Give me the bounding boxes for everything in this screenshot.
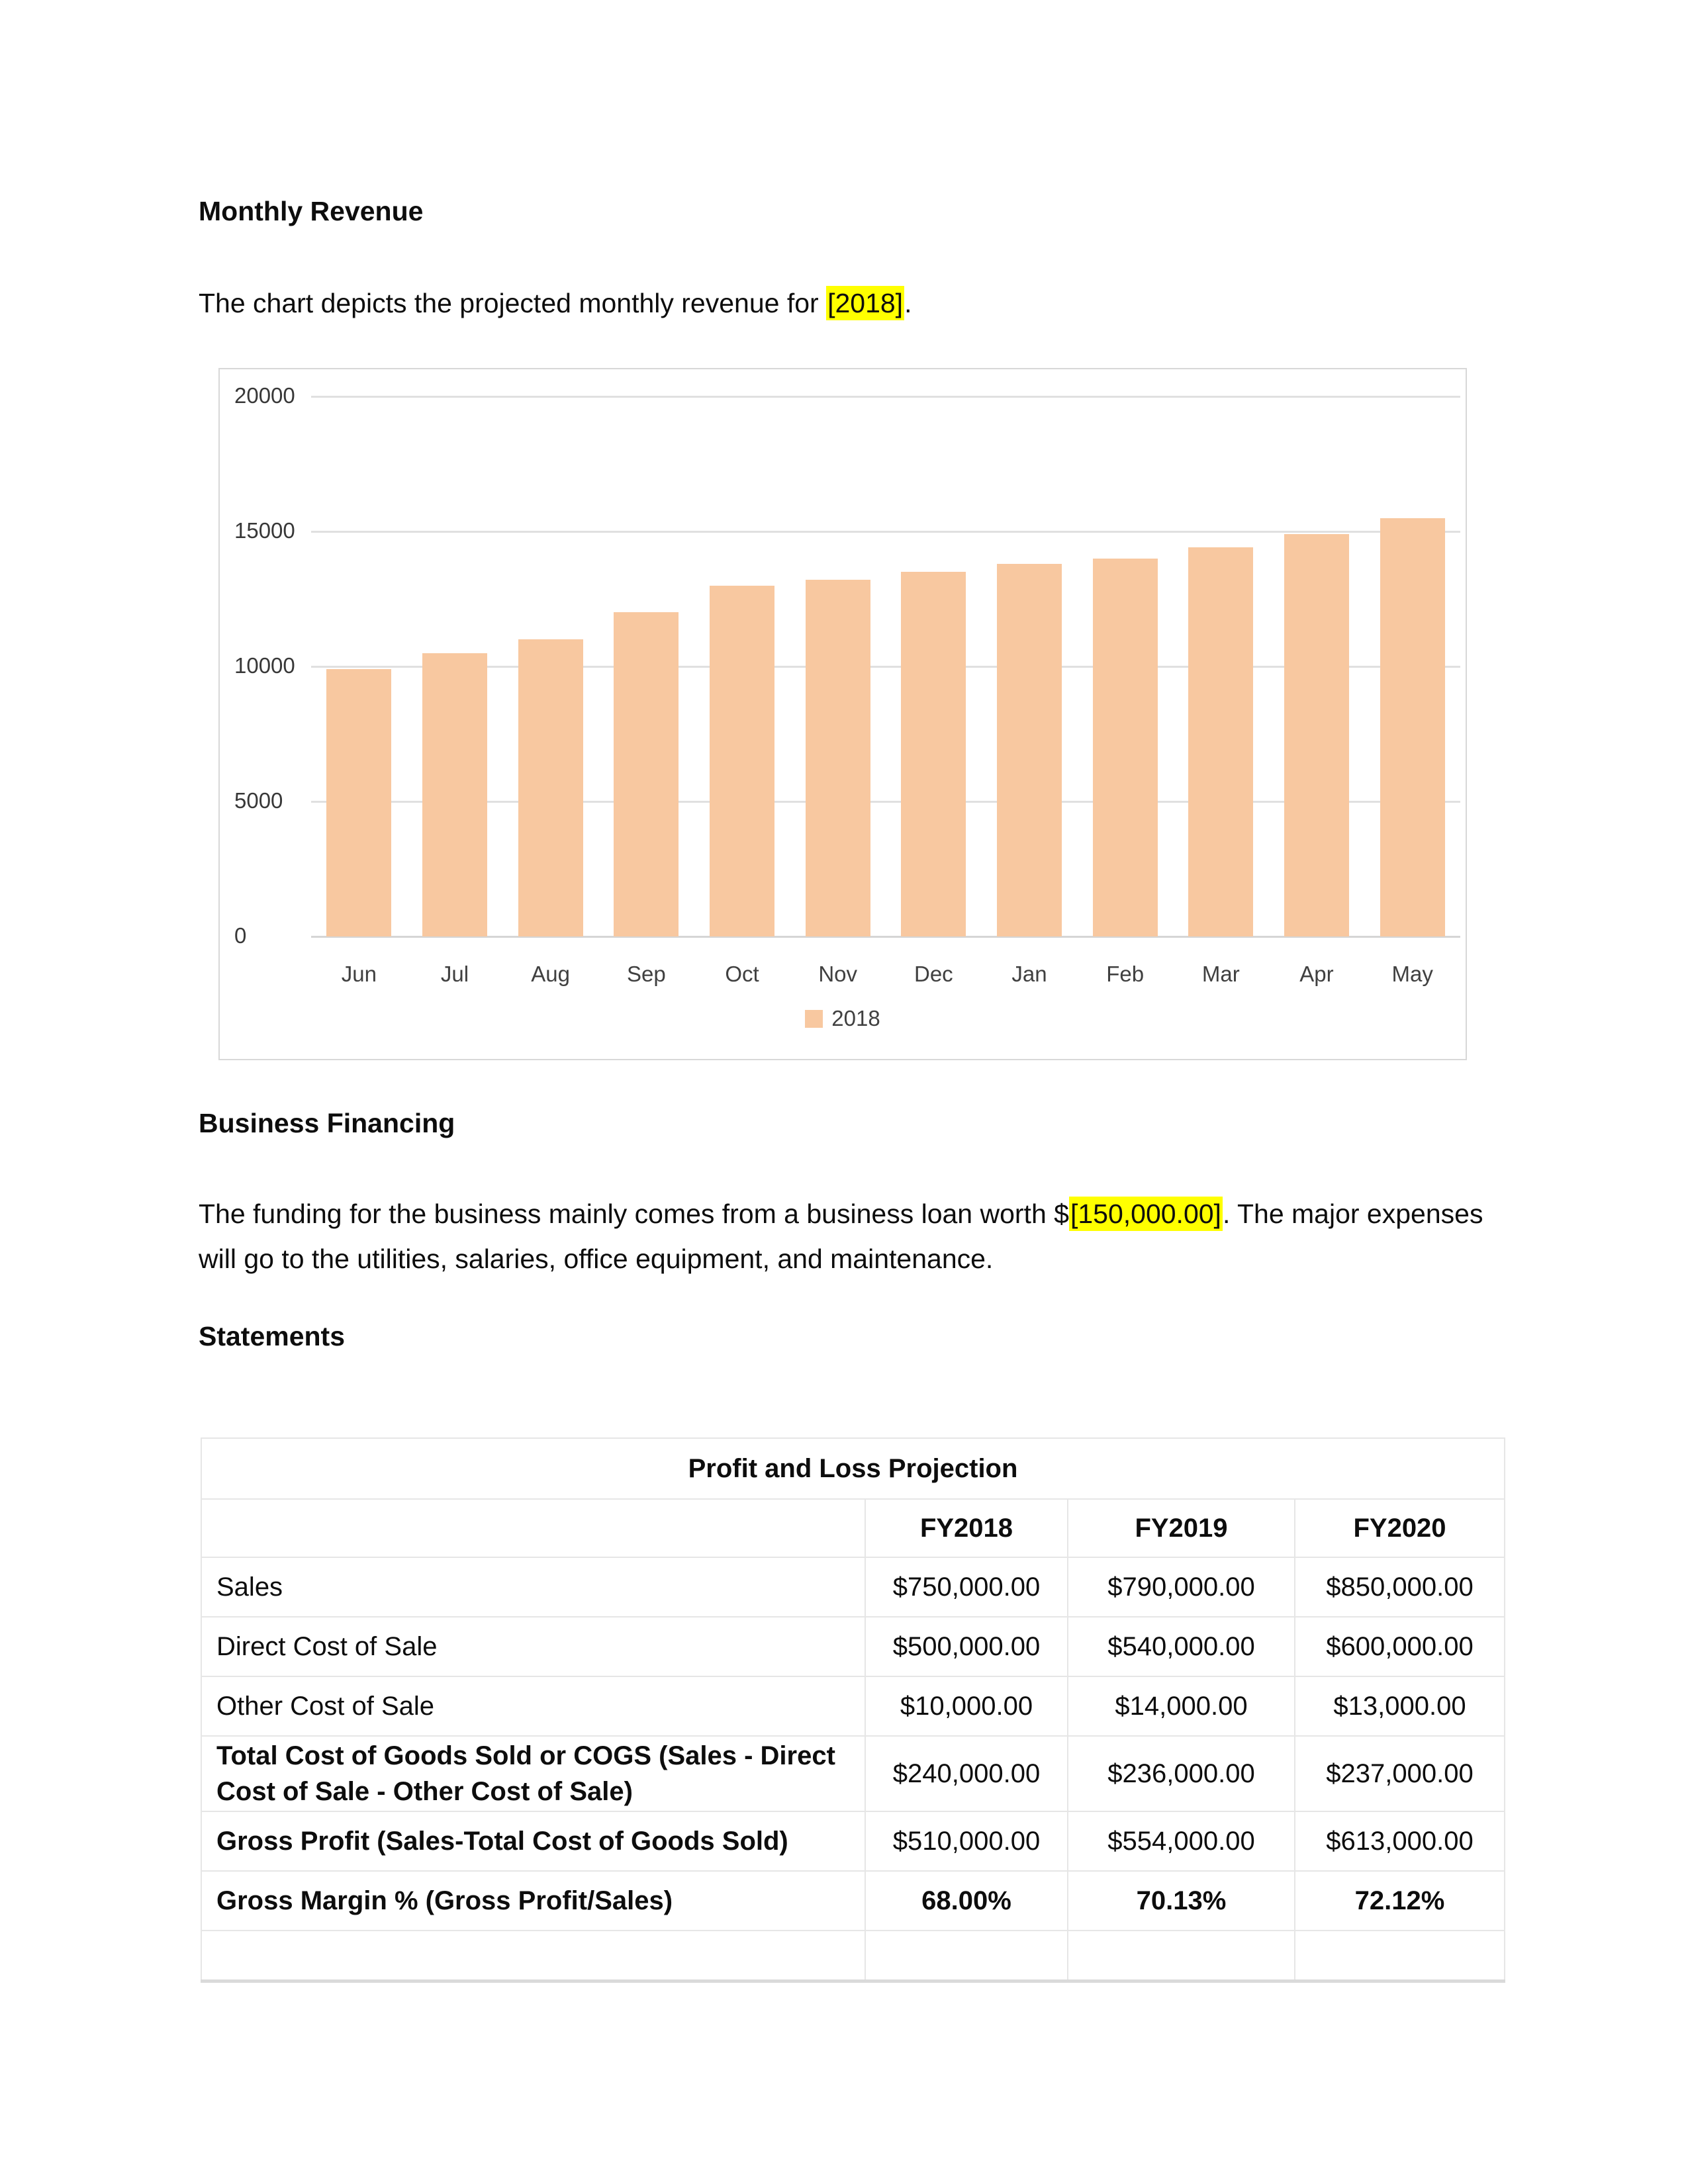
table-row-gross-profit — [201, 1811, 1505, 1871]
x-axis-tick-dec: Dec — [914, 962, 953, 986]
cell-value: $554,000.00 — [1068, 1811, 1295, 1871]
heading-monthly-revenue: Monthly Revenue — [199, 196, 424, 226]
x-axis-tick-aug: Aug — [531, 962, 571, 986]
bar-jun — [326, 669, 391, 936]
gridline-15000 — [311, 531, 1460, 533]
cell-value: $240,000.00 — [865, 1736, 1068, 1811]
row-label — [201, 1931, 865, 1981]
bar-apr — [1284, 534, 1349, 936]
paragraph-business-financing — [199, 1191, 1529, 1281]
highlighted-loan-amount: [150,000.00] — [1069, 1197, 1223, 1231]
cell-value: $510,000.00 — [865, 1811, 1068, 1871]
y-axis-tick-0: 0 — [234, 923, 247, 948]
bar-jul — [422, 653, 487, 936]
x-axis-tick-nov: Nov — [818, 962, 857, 986]
heading-statements: Statements — [199, 1321, 346, 1351]
cell-value: $540,000.00 — [1068, 1617, 1295, 1676]
cell-value: $600,000.00 — [1295, 1617, 1505, 1676]
x-axis-tick-mar: Mar — [1201, 962, 1240, 986]
cell-value: $850,000.00 — [1295, 1557, 1505, 1617]
cell-value — [1295, 1931, 1505, 1981]
bar-jan — [997, 564, 1062, 936]
x-axis-tick-jan: Jan — [1011, 962, 1047, 986]
legend-label-2018: 2018 — [831, 1006, 880, 1030]
cell-value: $750,000.00 — [865, 1557, 1068, 1617]
y-axis-tick-15000: 15000 — [234, 518, 295, 543]
row-label: Direct Cost of Sale — [201, 1617, 865, 1676]
header-cell-fy2020: FY2020 — [1295, 1499, 1505, 1557]
x-axis-tick-sep: Sep — [626, 962, 666, 986]
legend-swatch-2018 — [805, 1010, 823, 1028]
table-row-gross-margin — [201, 1871, 1505, 1931]
bar-may — [1380, 518, 1445, 936]
row-label: Sales — [201, 1557, 865, 1617]
table-title: Profit and Loss Projection — [201, 1438, 1505, 1499]
bar-dec — [901, 572, 966, 936]
cell-value: 68.00% — [865, 1871, 1068, 1931]
paragraph-text: . The major expenses — [1222, 1199, 1483, 1229]
bar-nov — [806, 580, 870, 936]
header-cell-fy2018: FY2018 — [865, 1499, 1068, 1557]
table-row-direct-cost — [201, 1617, 1505, 1676]
x-axis-tick-jun: Jun — [341, 962, 377, 986]
bar-aug — [518, 639, 583, 936]
x-axis-tick-jul: Jul — [440, 962, 469, 986]
paragraph-line: will go to the utilities, salaries, office equipment, and maintenance. — [199, 1244, 994, 1274]
row-label: Other Cost of Sale — [201, 1676, 865, 1736]
heading-business-financing: Business Financing — [199, 1108, 455, 1138]
paragraph-text: . — [904, 288, 912, 318]
paragraph-text: The funding for the business mainly comes from a business loan worth $ — [199, 1199, 1069, 1229]
row-label: Total Cost of Goods Sold or COGS (Sales - Direct Cost of Sale - Other Cost of Sale) — [201, 1736, 865, 1811]
x-axis-tick-feb: Feb — [1106, 962, 1145, 986]
x-axis-tick-may: May — [1391, 962, 1433, 986]
cell-value: $13,000.00 — [1295, 1676, 1505, 1736]
cell-value: $237,000.00 — [1295, 1736, 1505, 1811]
row-label: Gross Margin % (Gross Profit/Sales) — [201, 1871, 865, 1931]
table-row-other-cost — [201, 1676, 1505, 1736]
cell-value — [865, 1931, 1068, 1981]
bar-feb — [1093, 559, 1158, 936]
table-title-row — [201, 1438, 1505, 1499]
bar-mar — [1188, 547, 1253, 936]
cell-value: 70.13% — [1068, 1871, 1295, 1931]
cell-value: $14,000.00 — [1068, 1676, 1295, 1736]
paragraph-text: The chart depicts the projected monthly revenue for — [199, 288, 827, 318]
y-axis-tick-10000: 10000 — [234, 653, 295, 678]
highlighted-year: [2018] — [826, 286, 904, 320]
header-cell-fy2019: FY2019 — [1068, 1499, 1295, 1557]
table-row-empty — [201, 1931, 1505, 1981]
bar-oct — [710, 586, 774, 936]
paragraph-line — [199, 1191, 1529, 1236]
paragraph-monthly-revenue — [199, 281, 1529, 326]
monthly-revenue-bar-chart — [218, 368, 1467, 1060]
cell-value: $500,000.00 — [865, 1617, 1068, 1676]
table-row-total-cogs — [201, 1736, 1505, 1811]
y-axis-tick-20000: 20000 — [234, 383, 295, 408]
cell-value: $790,000.00 — [1068, 1557, 1295, 1617]
table-row-sales — [201, 1557, 1505, 1617]
cell-value: $236,000.00 — [1068, 1736, 1295, 1811]
row-label: Gross Profit (Sales-Total Cost of Goods Sold) — [201, 1811, 865, 1871]
gridline-20000 — [311, 396, 1460, 398]
chart-legend — [220, 1006, 1466, 1031]
cell-value: $10,000.00 — [865, 1676, 1068, 1736]
table-header-row — [201, 1499, 1505, 1557]
x-axis-tick-apr: Apr — [1299, 962, 1334, 986]
profit-and-loss-table — [201, 1437, 1505, 1983]
header-cell-empty — [201, 1499, 865, 1557]
cell-value — [1068, 1931, 1295, 1981]
y-axis-tick-5000: 5000 — [234, 788, 283, 813]
cell-value: 72.12% — [1295, 1871, 1505, 1931]
bar-sep — [614, 612, 679, 936]
x-axis-tick-oct: Oct — [725, 962, 759, 986]
cell-value: $613,000.00 — [1295, 1811, 1505, 1871]
